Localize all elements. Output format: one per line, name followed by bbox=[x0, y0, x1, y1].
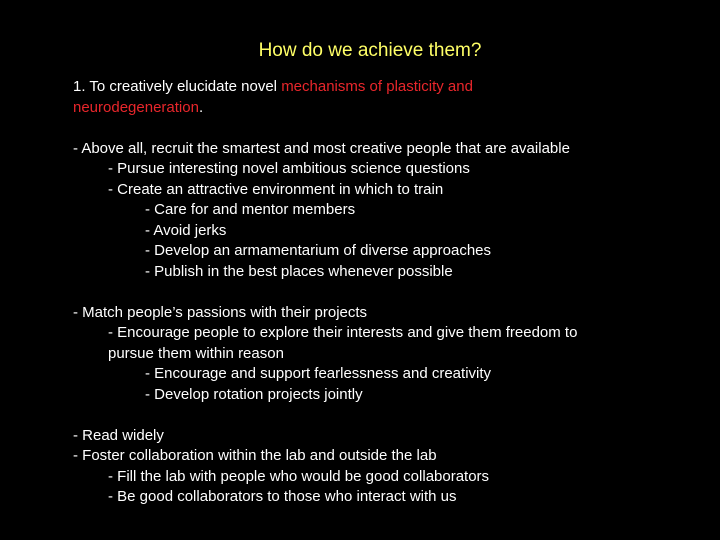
point-1-highlight-b: neurodegeneration bbox=[73, 98, 199, 116]
section-3-item: - Foster collaboration within the lab and outside the lab bbox=[73, 447, 437, 464]
point-1-line-2 bbox=[73, 98, 713, 119]
section-3-item: - Read widely bbox=[73, 426, 164, 444]
slide-body bbox=[73, 77, 713, 508]
point-1-suffix: . bbox=[198, 98, 204, 116]
spacer bbox=[73, 405, 713, 426]
spacer bbox=[73, 118, 713, 139]
section-2-subitem: - Encourage and support fearlessness and creativity bbox=[145, 365, 492, 382]
point-1-prefix: 1. To creatively elucidate novel bbox=[73, 78, 282, 95]
section-1-subitem: - Care for and mentor members bbox=[145, 201, 356, 218]
section-1-subitem: - Publish in the best places whenever possible bbox=[145, 262, 453, 280]
section-3-subitem: - Be good collaborators to those who interact with us bbox=[108, 488, 457, 505]
section-3-subitem: - Fill the lab with people who would be good collaborators bbox=[108, 467, 490, 485]
spacer bbox=[73, 282, 713, 303]
section-2-item: - Encourage people to explore their interests and give them freedom to bbox=[108, 324, 578, 341]
point-1-line-1 bbox=[73, 77, 713, 98]
section-2-subitem: - Develop rotation projects jointly bbox=[145, 385, 363, 403]
section-1-item: - Pursue interesting novel ambitious science questions bbox=[108, 160, 470, 177]
section-1-item: - Create an attractive environment in which to train bbox=[108, 180, 444, 198]
point-1-highlight-a: mechanisms of plasticity and bbox=[281, 78, 473, 95]
section-1-subitem: - Avoid jerks bbox=[145, 221, 227, 239]
section-1-heading: - Above all, recruit the smartest and most creative people that are available bbox=[73, 139, 570, 157]
section-2-heading: - Match people’s passions with their projects bbox=[73, 303, 368, 321]
section-1-subitem: - Develop an armamentarium of diverse approaches bbox=[145, 242, 492, 259]
section-2-item-continuation: pursue them within reason bbox=[108, 344, 284, 362]
slide-title: How do we achieve them? bbox=[258, 40, 482, 61]
